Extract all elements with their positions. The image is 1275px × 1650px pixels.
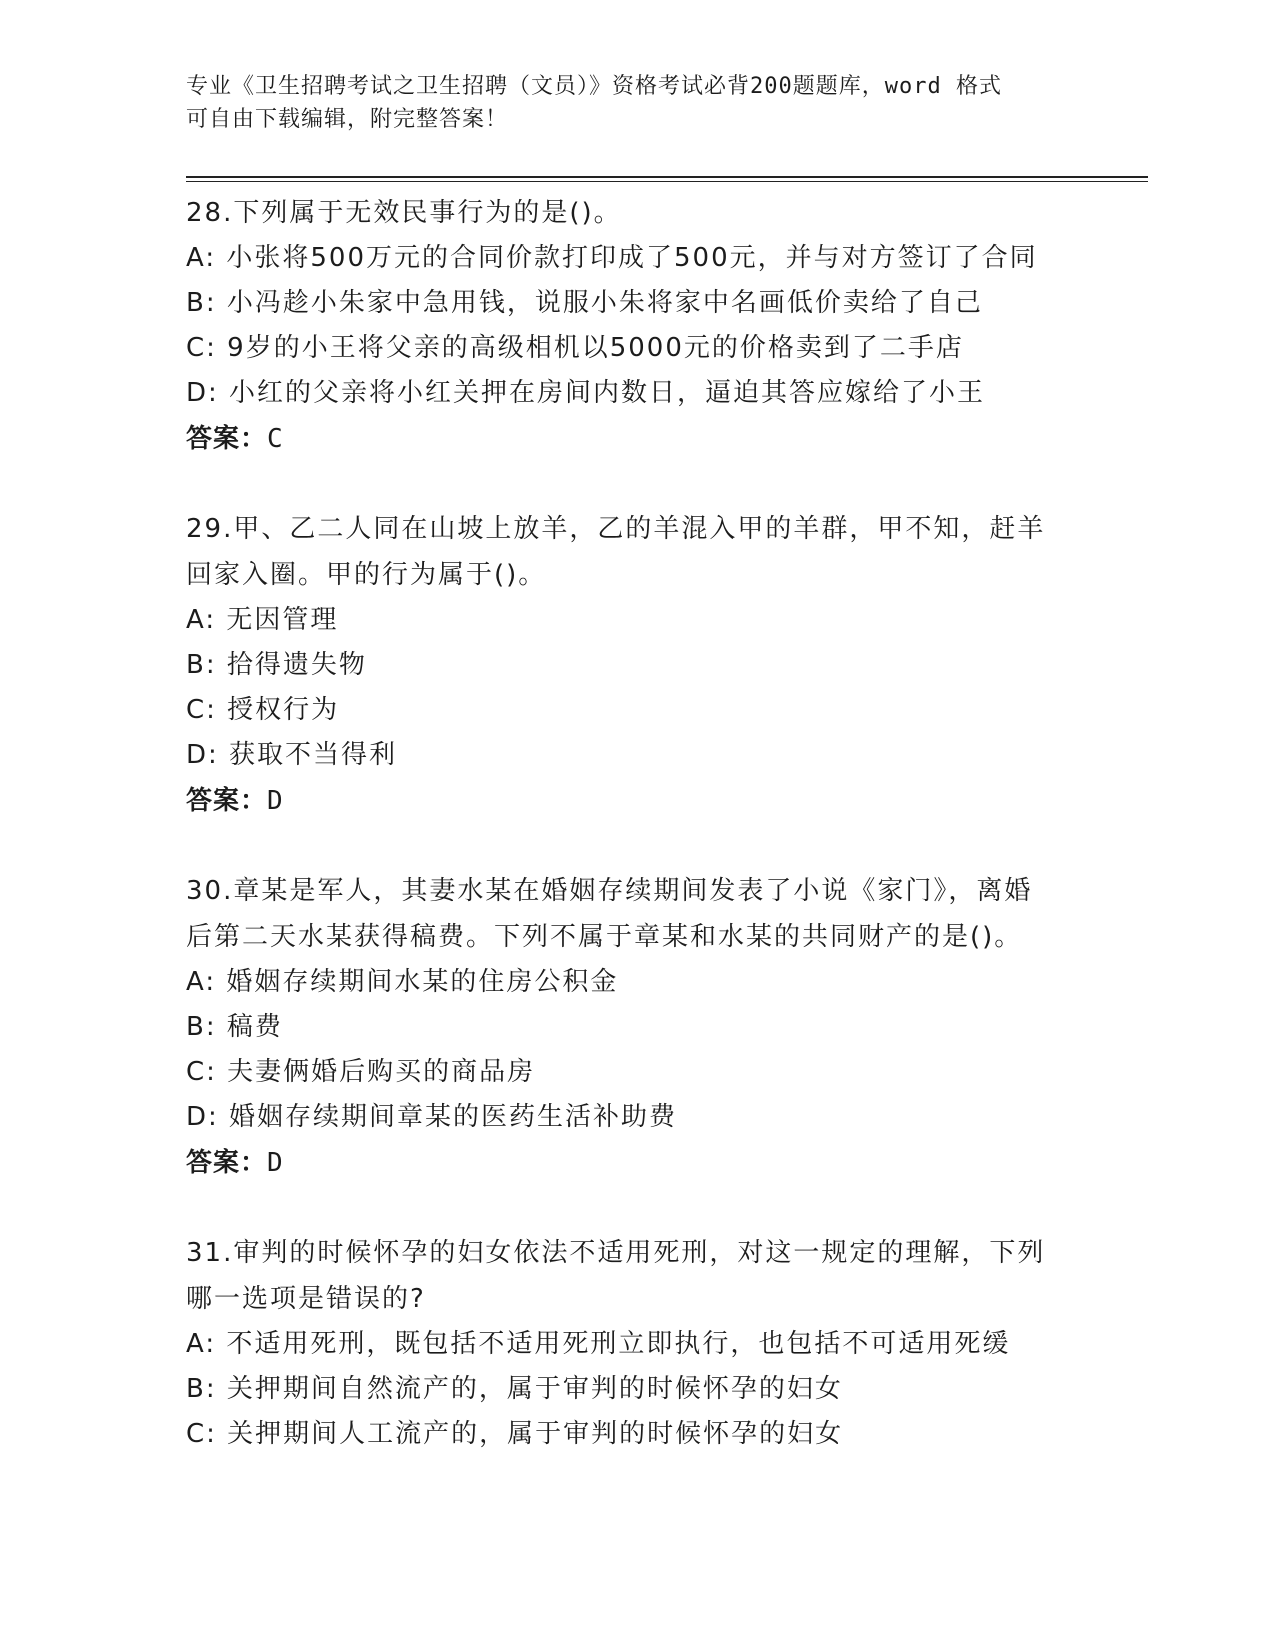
option-b: B: 小冯趁小朱家中急用钱，说服小朱将家中名画低价卖给了自己 <box>186 288 983 318</box>
answer-label: 答案： <box>186 424 268 454</box>
question-stem-line: 后第二天水某获得稿费。下列不属于章某和水某的共同财产的是()。 <box>186 922 1023 952</box>
question-item <box>186 868 1086 1186</box>
answer-value: C <box>267 424 284 454</box>
header-rule-thick <box>186 176 1148 178</box>
document-header <box>186 70 1086 136</box>
question-stem-line: 31.审判的时候怀孕的妇女依法不适用死刑，对这一规定的理解，下列 <box>186 1238 1046 1268</box>
answer-label: 答案： <box>186 1148 268 1178</box>
option-b: B: 关押期间自然流产的，属于审判的时候怀孕的妇女 <box>186 1374 843 1404</box>
question-item <box>186 1230 1086 1457</box>
header-rule-thin <box>186 181 1148 182</box>
answer-label: 答案： <box>186 786 268 816</box>
question-list <box>186 190 1086 1501</box>
option-a: A: 不适用死刑，既包括不适用死刑立即执行，也包括不可适用死缓 <box>186 1329 1011 1359</box>
option-c: C: 授权行为 <box>186 695 340 725</box>
header-line-2: 可自由下载编辑，附完整答案！ <box>186 107 509 132</box>
option-d: D: 小红的父亲将小红关押在房间内数日，逼迫其答应嫁给了小王 <box>186 378 986 408</box>
answer <box>186 778 1086 824</box>
answer <box>186 1140 1086 1186</box>
option-a: A: 无因管理 <box>186 605 339 635</box>
option-c: C: 9岁的小王将父亲的高级相机以5000元的价格卖到了二手店 <box>186 333 964 363</box>
question-stem-line: 30.章某是军人，其妻水某在婚姻存续期间发表了小说《家门》，离婚 <box>186 876 1033 906</box>
option-a: A: 婚姻存续期间水某的住房公积金 <box>186 967 619 997</box>
option-d: D: 获取不当得利 <box>186 740 398 770</box>
question-item <box>186 506 1086 824</box>
option-c: C: 夫妻俩婚后购买的商品房 <box>186 1057 536 1087</box>
option-b: B: 稿费 <box>186 1012 283 1042</box>
question-stem-line: 28.下列属于无效民事行为的是()。 <box>186 198 622 228</box>
question-stem-line: 回家入圈。甲的行为属于()。 <box>186 560 547 590</box>
question-stem-line: 29.甲、乙二人同在山坡上放羊，乙的羊混入甲的羊群，甲不知，赶羊 <box>186 514 1046 544</box>
option-a: A: 小张将500万元的合同价款打印成了500元，并与对方签订了合同 <box>186 243 1038 273</box>
option-d: D: 婚姻存续期间章某的医药生活补助费 <box>186 1102 678 1132</box>
question-item <box>186 190 1086 462</box>
answer-value: D <box>267 786 284 816</box>
option-b: B: 拾得遗失物 <box>186 650 367 680</box>
answer-value: D <box>267 1148 284 1178</box>
question-stem-line: 哪一选项是错误的? <box>186 1284 426 1314</box>
answer <box>186 416 1086 462</box>
header-line-1: 专业《卫生招聘考试之卫生招聘（文员）》资格考试必背200题题库，word 格式 <box>186 74 1002 99</box>
option-c: C: 关押期间人工流产的，属于审判的时候怀孕的妇女 <box>186 1419 844 1449</box>
